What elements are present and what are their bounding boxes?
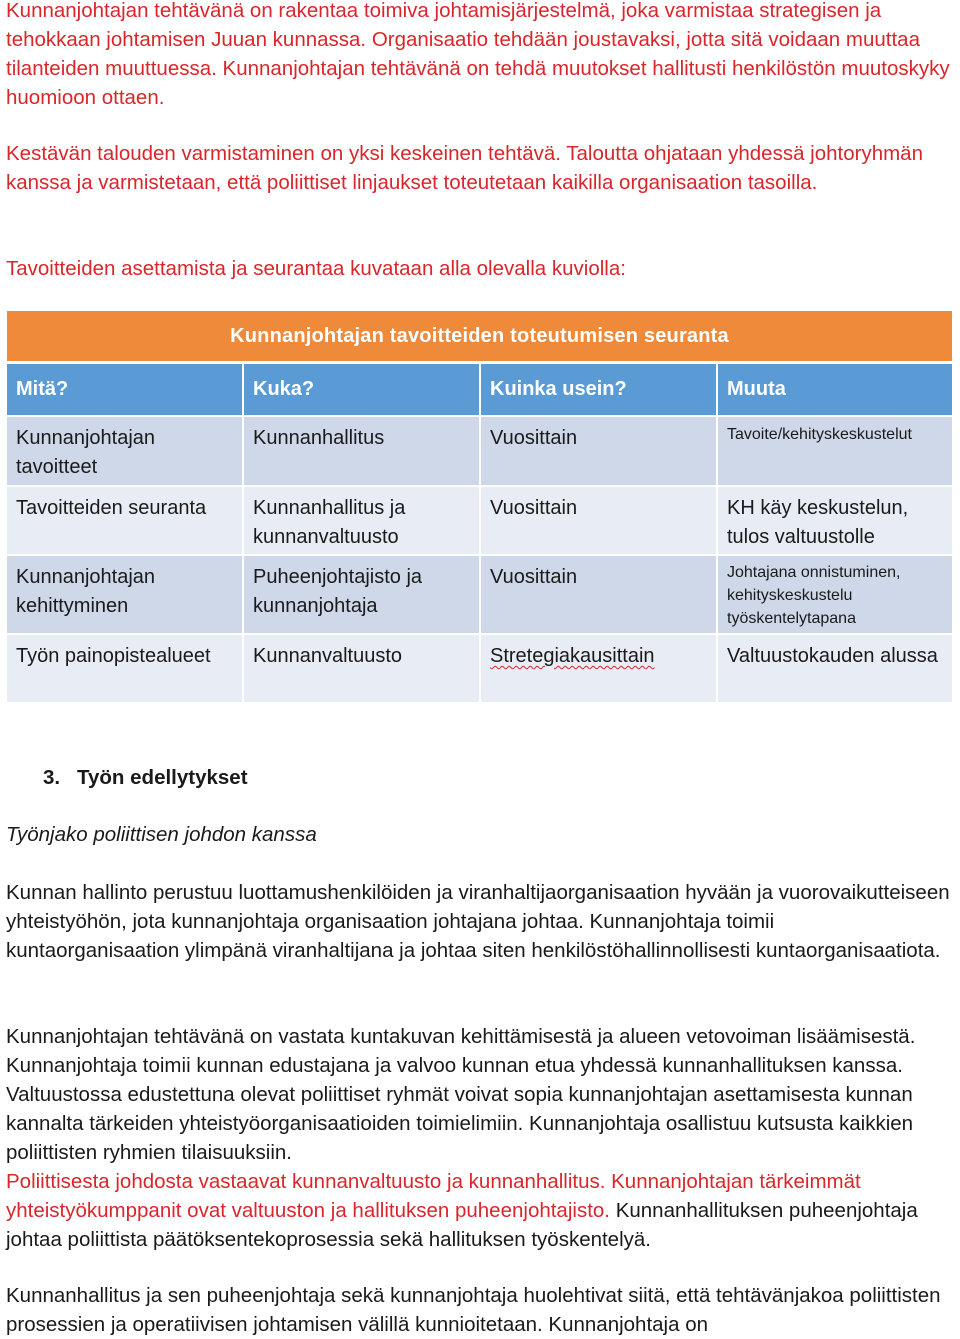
table-row (7, 633, 952, 702)
table-cell: Työn painopistealueet (7, 633, 244, 702)
table-cell: Kunnanhallitus ja kunnanvaltuusto (244, 485, 481, 554)
body-paragraph-2-highlight: Poliittisesta johdosta vastaavat kunnanvaltuusto ja kunnanhallitus. Kunnanjohtajan tärkeimmät yhteistyökumppanit ovat valtuuston ja hallituksen puheenjohtajisto. (6, 1170, 861, 1222)
body-paragraph-2-text: Kunnanjohtajan tehtävänä on vastata kuntakuvan kehittämisestä ja alueen vetovoiman lisäämisestä. Kunnanjohtaja toimii kunnan edustajana ja valvoo kunnan etua yhdessä kunnanhallituksen kanssa. Valtuustossa edustettuna olevat poliittiset ryhmät voivat sopia kunnanjohtajan asettamisesta kunnan kannalta tärkeiden yhteistyöorganisaatioiden toimielimiin. Kunnanjohtaja osallistuu kutsusta kaikkien poliittisten ryhmien tilaisuuksiin. (6, 1025, 916, 1164)
section-heading (43, 763, 248, 792)
spellcheck-flagged-word: Stretegiakausittain (490, 645, 655, 667)
table-row (7, 485, 952, 554)
table-cell: Puheenjohtajisto ja kunnanjohtaja (244, 554, 481, 633)
table-cell (481, 633, 718, 702)
table-cell: Kunnanjohtajan kehittyminen (7, 554, 244, 633)
table-cell: Johtajana onnistuminen, kehityskeskustelu työskentelytapana (718, 554, 952, 633)
body-paragraph-2 (6, 1022, 951, 1254)
table-header-other: Muuta (718, 364, 952, 415)
body-paragraph-3: Kunnanhallitus ja sen puheenjohtaja sekä kunnanjohtaja huolehtivat siitä, että tehtävänjakoa poliittisten prosessien ja operatiivisen johtamisen välillä kunnioitetaan. Kunnanjohtaja on (6, 1284, 941, 1336)
table-row (7, 554, 952, 633)
section-title: Työn edellytykset (77, 766, 248, 789)
table-header-row (7, 364, 952, 415)
intro-paragraph-1: Kunnanjohtajan tehtävänä on rakentaa toimiva johtamisjärjestelmä, joka varmistaa strategisen ja tehokkaan johtamisen Juuan kunnassa. Organisaatio tehdään joustavaksi, jotta sitä voidaan muuttaa tilanteiden muuttuessa. Kunnanjohtajan tehtävänä on tehdä muutokset hallitusti henkilöstön muutoskyky huomioon ottaen. (6, 0, 950, 109)
table-cell: Vuosittain (481, 485, 718, 554)
table-header-who: Kuka? (244, 364, 481, 415)
intro-paragraph-2: Kestävän talouden varmistaminen on yksi keskeinen tehtävä. Taloutta ohjataan yhdessä johtoryhmän kanssa ja varmistetaan, että poliittiset linjaukset toteutetaan kaikilla organisaation tasoilla. (6, 142, 923, 194)
table-cell: Kunnanvaltuusto (244, 633, 481, 702)
goals-tracking-table (7, 311, 952, 702)
body-paragraph-2-tail: Kunnanhallituksen puheenjohtaja johtaa poliittista päätöksentekoprosessia sekä hallituksen työskentelyä. (6, 1199, 918, 1251)
table-header-how-often: Kuinka usein? (481, 364, 718, 415)
table-title: Kunnanjohtajan tavoitteiden toteutumisen seuranta (7, 311, 952, 361)
table-cell: Tavoite/kehityskeskustelut (718, 415, 952, 485)
table-row (7, 415, 952, 485)
table-cell: Kunnanhallitus (244, 415, 481, 485)
section-number: 3. (43, 766, 61, 789)
table-cell: Valtuustokauden alussa (718, 633, 952, 702)
table-cell: KH käy keskustelun, tulos valtuustolle (718, 485, 952, 554)
table-cell: Kunnanjohtajan tavoitteet (7, 415, 244, 485)
section-subheading: Työnjako poliittisen johdon kanssa (6, 823, 317, 846)
table-cell: Vuosittain (481, 415, 718, 485)
table-header-what: Mitä? (7, 364, 244, 415)
body-paragraph-1: Kunnan hallinto perustuu luottamushenkilöiden ja viranhaltijaorganisaation hyvään ja vuorovaikutteiseen yhteistyöhön, jota kunnanjohtaja organisaation johtajana johtaa. Kunnanjohtaja toimii kuntaorganisaation ylimpänä viranhaltijana ja johtaa siten henkilöstöhallinnollisesti kuntaorganisaatiota. (6, 881, 950, 962)
table-cell: Tavoitteiden seuranta (7, 485, 244, 554)
intro-paragraph-3: Tavoitteiden asettamista ja seurantaa kuvataan alla olevalla kuviolla: (6, 257, 626, 280)
table-cell: Vuosittain (481, 554, 718, 633)
